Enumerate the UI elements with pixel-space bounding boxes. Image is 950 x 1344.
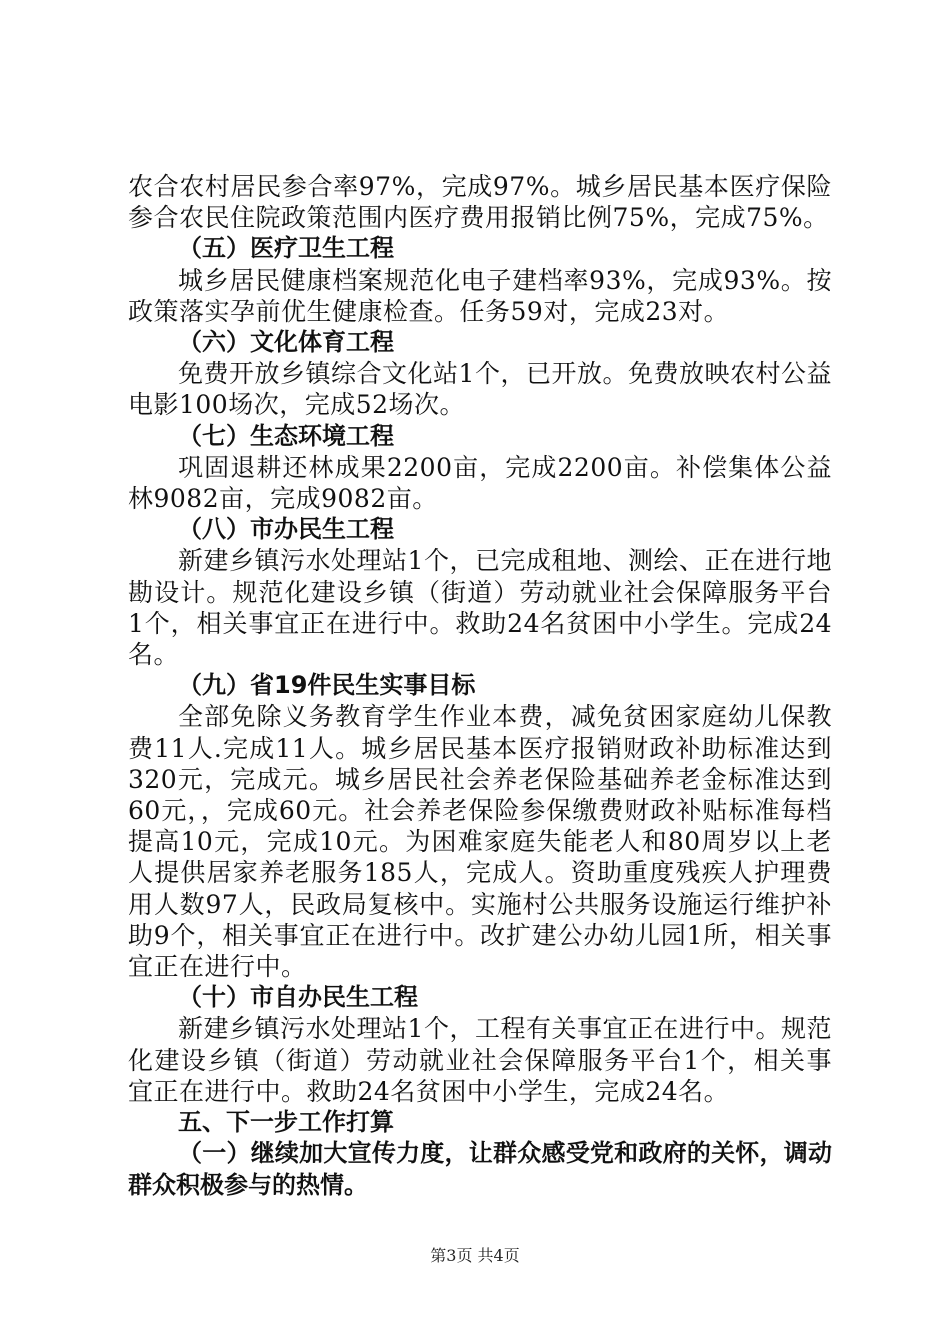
heading-ecology: （七）生态环境工程 [178,421,394,450]
paragraph-medical-health: 城乡居民健康档案规范化电子建档率93%，完成93%。按政策落实孕前优生健康检查。任务59对，完成23对。 [128,265,832,326]
section-next-steps: 五、下一步工作打算 [178,1108,394,1137]
heading-medical-health: （五）医疗卫生工程 [178,234,394,263]
heading-city-self-run: （十）市自办民生工程 [178,983,418,1012]
heading-province-targets: （九）省19件民生实事目标 [178,671,476,700]
paragraph-culture-sports: 免费开放乡镇综合文化站1个，已开放。免费放映农村公益电影100场次，完成52场次。 [128,359,832,420]
paragraph-continued: 农合农村居民参合率97%，完成97%。城乡居民基本医疗保险参合农民住院政策范围内医疗费用报销比例75%，完成75%。 [128,172,832,233]
heading-culture-sports: （六）文化体育工程 [178,328,394,357]
page-footer: 第3页 共4页 [430,1246,520,1265]
paragraph-ecology: 巩固退耕还林成果2200亩，完成2200亩。补偿集体公益林9082亩，完成9082亩。 [128,452,832,514]
paragraph-next-step-1: （一）继续加大宣传力度，让群众感受党和政府的关怀，调动群众积极参与的热情。 [128,1139,832,1199]
heading-city-livelihood: （八）市办民生工程 [178,515,394,544]
paragraph-city-self-run: 新建乡镇污水处理站1个，工程有关事宜正在进行中。规范化建设乡镇（街道）劳动就业社会保障服务平台1个，相关事宜正在进行中。救助24名贫困中小学生，完成24名。 [128,1014,832,1106]
paragraph-city-livelihood: 新建乡镇污水处理站1个，已完成租地、测绘、正在进行地勘设计。规范化建设乡镇（街道）劳动就业社会保障服务平台1个，相关事宜正在进行中。救助24名贫困中小学生。完成24名。 [128,546,832,670]
document-body [128,171,832,1201]
paragraph-province-targets: 全部免除义务教育学生作业本费，减免贫困家庭幼儿保教费11人.完成11人。城乡居民基本医疗报销财政补助标准达到320元，完成元。城乡居民社会养老保险基础养老金标准达到60元，，完成60元。社会养老保险参保缴费财政补贴标准每档提高10元，完成10元。为困难家庭失能老人和80周岁以上老人提供居家养老服务185人，完成人。资助重度残疾人护理费用人数97人，民政局复核中。实施村公共服务设施运行维护补助9个，相关事宜正在进行中。改扩建公办幼儿园1所，相关事宜正在进行中。 [128,702,832,982]
